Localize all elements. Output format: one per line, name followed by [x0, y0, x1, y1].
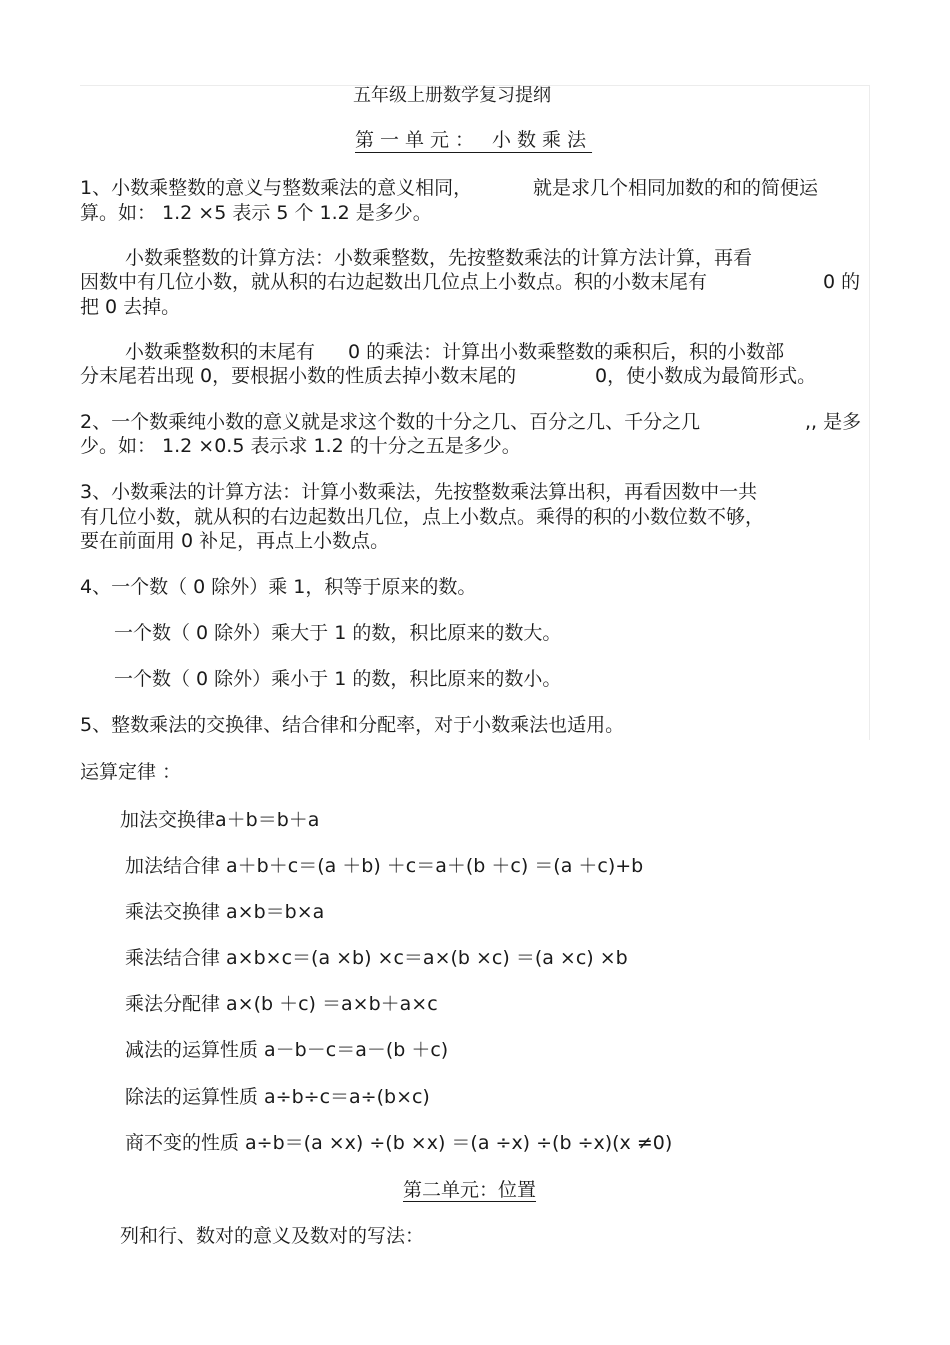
unit1-p3-line2b: 0，使小数成为最简形式。 [595, 365, 817, 387]
law-division-property: 除法的运算性质 a÷b÷c＝a÷(b×c) [125, 1086, 430, 1108]
law-multiplication-associative: 乘法结合律 a×b×c＝(a ×b) ×c＝a×(b ×c) ＝(a ×c) ×b [125, 947, 628, 969]
unit1-p1-line1b: 就是求几个相同加数的和的简便运 [533, 177, 819, 199]
unit2-heading: 第二单元：位置 [403, 1179, 537, 1201]
unit1-p1-line2: 算。如： 1.2 ×5 表示 5 个 1.2 是多少。 [80, 202, 432, 224]
unit1-p4-line1a: 2、一个数乘纯小数的意义就是求这个数的十分之几、百分之几、千分之几 [80, 411, 701, 433]
unit1-heading: 第一单元： 小数乘法 [355, 129, 593, 151]
unit1-p2-line3: 把 0 去掉。 [80, 296, 181, 318]
unit1-p5-line3: 要在前面用 0 补足，再点上小数点。 [80, 530, 390, 552]
unit1-p6: 4、一个数（ 0 除外）乘 1，积等于原来的数。 [80, 576, 477, 598]
unit1-p2-line2-tail: 0 的 [823, 271, 861, 293]
law-quotient-invariance: 商不变的性质 a÷b＝(a ×x) ÷(b ×x) ＝(a ÷x) ÷(b ÷x)(x ≠0) [125, 1132, 673, 1154]
unit1-p5-line1: 3、小数乘法的计算方法：计算小数乘法，先按整数乘法算出积，再看因数中一共 [80, 481, 758, 503]
law-subtraction-property: 减法的运算性质 a－b－c＝a－(b ＋c) [125, 1039, 449, 1061]
unit1-p4-line1b: ,, 是多 [805, 411, 862, 433]
unit1-p4-line2: 少。如： 1.2 ×0.5 表示求 1.2 的十分之五是多少。 [80, 435, 521, 457]
unit1-p3-line1a: 小数乘整数积的末尾有 [125, 341, 316, 363]
unit1-p7: 一个数（ 0 除外）乘大于 1 的数，积比原来的数大。 [114, 622, 562, 644]
unit1-p1-line1a: 1、小数乘整数的意义与整数乘法的意义相同， [80, 177, 473, 199]
page-border-right [869, 85, 870, 740]
law-addition-commutative: 加法交换律a＋b＝b＋a [120, 809, 320, 831]
unit1-p8: 一个数（ 0 除外）乘小于 1 的数，积比原来的数小。 [114, 668, 562, 690]
unit2-p1: 列和行、数对的意义及数对的写法： [120, 1225, 425, 1247]
law-multiplication-commutative: 乘法交换律 a×b＝b×a [125, 901, 325, 923]
unit1-p3-line1b: 0 的乘法：计算出小数乘整数的乘积后，积的小数部 [348, 341, 785, 363]
unit1-p2-line1: 小数乘整数的计算方法：小数乘整数，先按整数乘法的计算方法计算，再看 [125, 247, 753, 269]
unit1-p9: 5、整数乘法的交换律、结合律和分配率，对于小数乘法也适用。 [80, 714, 625, 736]
laws-heading: 运算定律 ： [80, 761, 182, 783]
unit1-p3-line2a: 分末尾若出现 0，要根据小数的性质去掉小数末尾的 [80, 365, 517, 387]
law-addition-associative: 加法结合律 a＋b＋c＝(a ＋b) ＋c＝a＋(b ＋c) ＝(a ＋c)+b [125, 855, 644, 877]
document-title: 五年级上册数学复习提纲 [353, 85, 551, 106]
unit1-p5-line2: 有几位小数，就从积的右边起数出几位，点上小数点。乘得的积的小数位数不够， [80, 506, 765, 528]
unit1-p2-line2: 因数中有几位小数，就从积的右边起数出几位点上小数点。积的小数末尾有 [80, 271, 708, 293]
law-distributive: 乘法分配律 a×(b ＋c) ＝a×b＋a×c [125, 993, 438, 1015]
